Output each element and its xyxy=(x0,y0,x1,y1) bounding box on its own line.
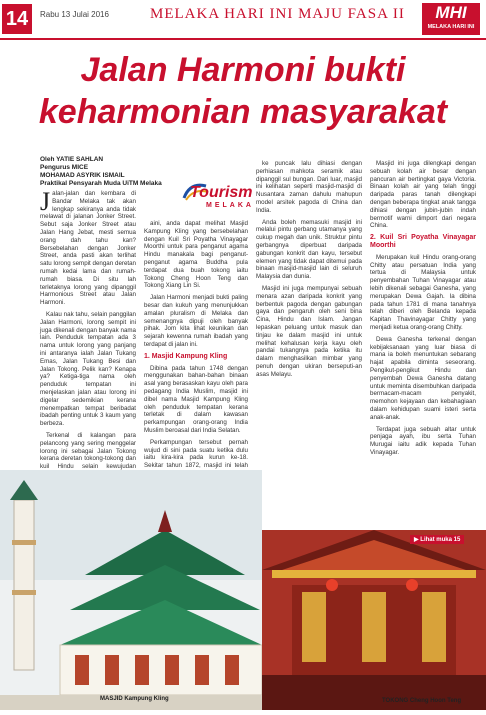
col4-paragraph-1: Masjid ini juga dilengkapi dengan sebuah kolah air besar dengan pancuran air bertingkat gaya Victoria. Binaan kolah air yang telah tinggi daripada paras tanah dilengkapi dengan beberapa tingkat anak tangga dihiasi dengan jubin-jubin indah bermotif warni dimport dari negara China. xyxy=(370,160,476,230)
byline xyxy=(40,156,162,188)
photo-masjid-kampung-kling xyxy=(0,470,262,710)
col4-paragraph-4: Terdapat juga sebuah altar untuk penjaga ayah, ibu serta Tuhan Murugai iaitu adik kepada Tuhan Vinayagar. xyxy=(370,425,476,456)
photo-tokong-cheng-hoon-teng xyxy=(262,530,486,710)
byline-coauthor-role: Praktikal Pensyarah Muda UiTM Melaka xyxy=(40,180,162,187)
header-rule xyxy=(0,38,486,40)
continue-badge: ▶ Lihat muka 15 xyxy=(410,535,464,544)
col3-paragraph-3: Masjid ini juga mempunyai sebuah menara azan daripada konkrit yang berbentuk pagoda dengan gabungan gaya dan pengaruh oleh seni bina Cina, Hindu dan Islam. Jangan lepaskan peluang untuk masuk dan tinjau ke dalam masjid ini untuk melihat kehalusan kerja kayu oleh pandai tukangnya pada ketika itu dalam menghasilkan mimbar yang penuh dengan ukiran berseputi-an asas Melayu. xyxy=(256,284,362,378)
col3-paragraph-1: ke puncak lalu dihiasi dengan perhiasan mahkota seramik atau dipanggil sul bungan. Dari luar, masjid ini kelihatan seperti masjid-masjid di Nusantara zaman dahulu mahupun model arsitek pagoda di China dan India. xyxy=(256,160,362,214)
article-column-4 xyxy=(370,160,476,530)
headline-line-2: keharmonian masyarakat xyxy=(38,93,448,131)
tourism-word: Tourism xyxy=(190,184,253,201)
col4-paragraph-3: Dewa Ganesha terkenal dengan kebijaksanaan yang luar biasa di mana ia boleh menuntukan sebarang hajat apabila diminta seseorang. Pengikut-pengikut Hindu dan penyembah Dewa Ganesha datang untuk meminta disembuhkan daripada bermacam-macam penyakit, memohon kejayaan dan kebahagiaan dalam kehidupan suami isteri serta anak-anak. xyxy=(370,335,476,421)
col2-paragraph-3: Dibina pada tahun 1748 dengan menggunakan bahan-bahan binaan asal yang berasaskan kayu oleh para pedagang India Muslim, masjid ini dibel nama Masjid Kampung Kling oleh penduduk tempatan kerana terletak di dalam kawasan perkampungan orang-orang India Muslim beroasal dari India Selatan. xyxy=(144,364,248,434)
page-number: 14 xyxy=(2,4,32,34)
col2-subheading-1: 1. Masjid Kampung Kling xyxy=(144,352,228,360)
col2-paragraph-1: aini, anda dapat melihat Masjid Kampung Kling yang bersebelahan dengan Kuil Sri Poyatha Vinayagar Moorthi untuk para penganut agama Hindu manakala bagi penganut-penganut agama Buddha pula terdapat dua buah tokong iaitu Tokong Cheng Hoon Teng dan Tokong Xiang Lin Si. xyxy=(144,220,248,290)
section-title: MELAKA HARI INI MAJU FASA II xyxy=(150,6,405,22)
col4-subheading-1: 2. Kuil Sri Poyatha Vinayagar Moorthi xyxy=(370,234,476,249)
byline-author: Oleh YATIE SAHLAN xyxy=(40,156,104,163)
page-header xyxy=(0,0,486,40)
col1-paragraph-1: alan-jalan dan kembara di Bandar Melaka tak akan lengkap sekiranya anda tidak melawat di jalanan Jonker Street. Sebut saja Jonker Street atau Jalan Hang Jebat, mesti semua orang dah tahu kan? Bersebelahan dengan Jonker Street, anda pasti akan terlihat satu lorong sempit dengan deretan rumah kedai lama dan rumah-rumah biasa. Di situ lah terletaknya lorong yang dipanggil Harmonious Street atau Jalan Harmoni. xyxy=(40,190,136,307)
byline-coauthor: MOHAMAD ASYRIK ISMAIL xyxy=(40,172,125,179)
logo-sub: MELAKA HARI INI xyxy=(427,24,475,30)
byline-role: Pengurus MICE xyxy=(40,164,89,171)
photo-caption-2: TOKONG Cheng Hoon Teng xyxy=(382,698,462,704)
headline-line-1: Jalan Harmoni bukti xyxy=(80,51,406,89)
col1-paragraph-2: Kalau nak tahu, selain panggilan Jalan Harmoni, lorong sempit ini juga dikenali dengan banyak nama lain. Penduduk tempatan ada 3 nama untuk lorong yang panjang ini antaranya ialah Jalan Tukang Emas, Jalan Tukang Besi dan Jalan Tokong. Pelik kan? Kenapa ya? Ketiga-tiga nama oleh penduduk tempatan ini menjelaskan jalan atau lorong ini digelar sedemikian kerana menempatkan tempat beribadat ibadah penting untuk 3 kaum yang berbeza. xyxy=(40,310,136,428)
col1-paragraph-3: Terkenal di kalangan para pelancong yang sering menggelar lorong ini sebagai Jalan Tokong kerana deretan tokong-tokong dan kuil Hindu selain kewujudan xyxy=(40,431,136,471)
article-column-3 xyxy=(256,160,362,485)
publication-logo xyxy=(422,3,480,35)
drop-cap: J xyxy=(40,187,51,216)
col2-paragraph-4: Perkampungan tersebut pernah wujud di sini pada suatu ketika dulu iaitu kira-kira pada kurun ke-18. Sekitar tahun 1872, masjid ini telah xyxy=(144,438,248,470)
issue-date: Rabu 13 Julai 2016 xyxy=(40,10,109,19)
logo-main: MHI xyxy=(435,3,467,22)
tourism-sub: MELAKA xyxy=(206,202,254,209)
photo-caption: MASJID Kampung Kling xyxy=(100,696,169,702)
tourism-melaka-logo xyxy=(180,178,260,214)
col2-paragraph-2: Jalan Harmoni menjadi bukti paling besar dan kukuh yang menunjukkan amalan pluralism di Melaka dan semenangnya dipuji oleh banyak pihak. Jom kita lihat keunikan dan sejarah kewenna rumah ibadah yang terdapat di jalan ini. xyxy=(144,294,248,348)
col3-paragraph-2: Anda boleh memasuki masjid ini melalui pintu gerbang utamanya yang cukup megah dan unik. Struktur pintu gerbangnya diperbuat daripada gabungan konkrit dan kayu, tersebut elemen yang tidak dapat ditemui pada binaan masjid-masjid lain di seluruh Malaysia dan dunia. xyxy=(256,218,362,281)
col4-paragraph-2: Merupakan kuil Hindu orang-orang Chitty atau persatuan India yang tertua di Malaysia untuk penyembahan Tuhan Vinayagar atau lebih dikenali sebagai Ganesha, yang merupakan Dewa Gajah. Ia dibina pada tahun 1781 di mana tanahnya telah diberi oleh Belanda kepada Kapitan Thavinayagar Chitty yang menjadi ketua orang-orang Chitty. xyxy=(370,253,476,331)
